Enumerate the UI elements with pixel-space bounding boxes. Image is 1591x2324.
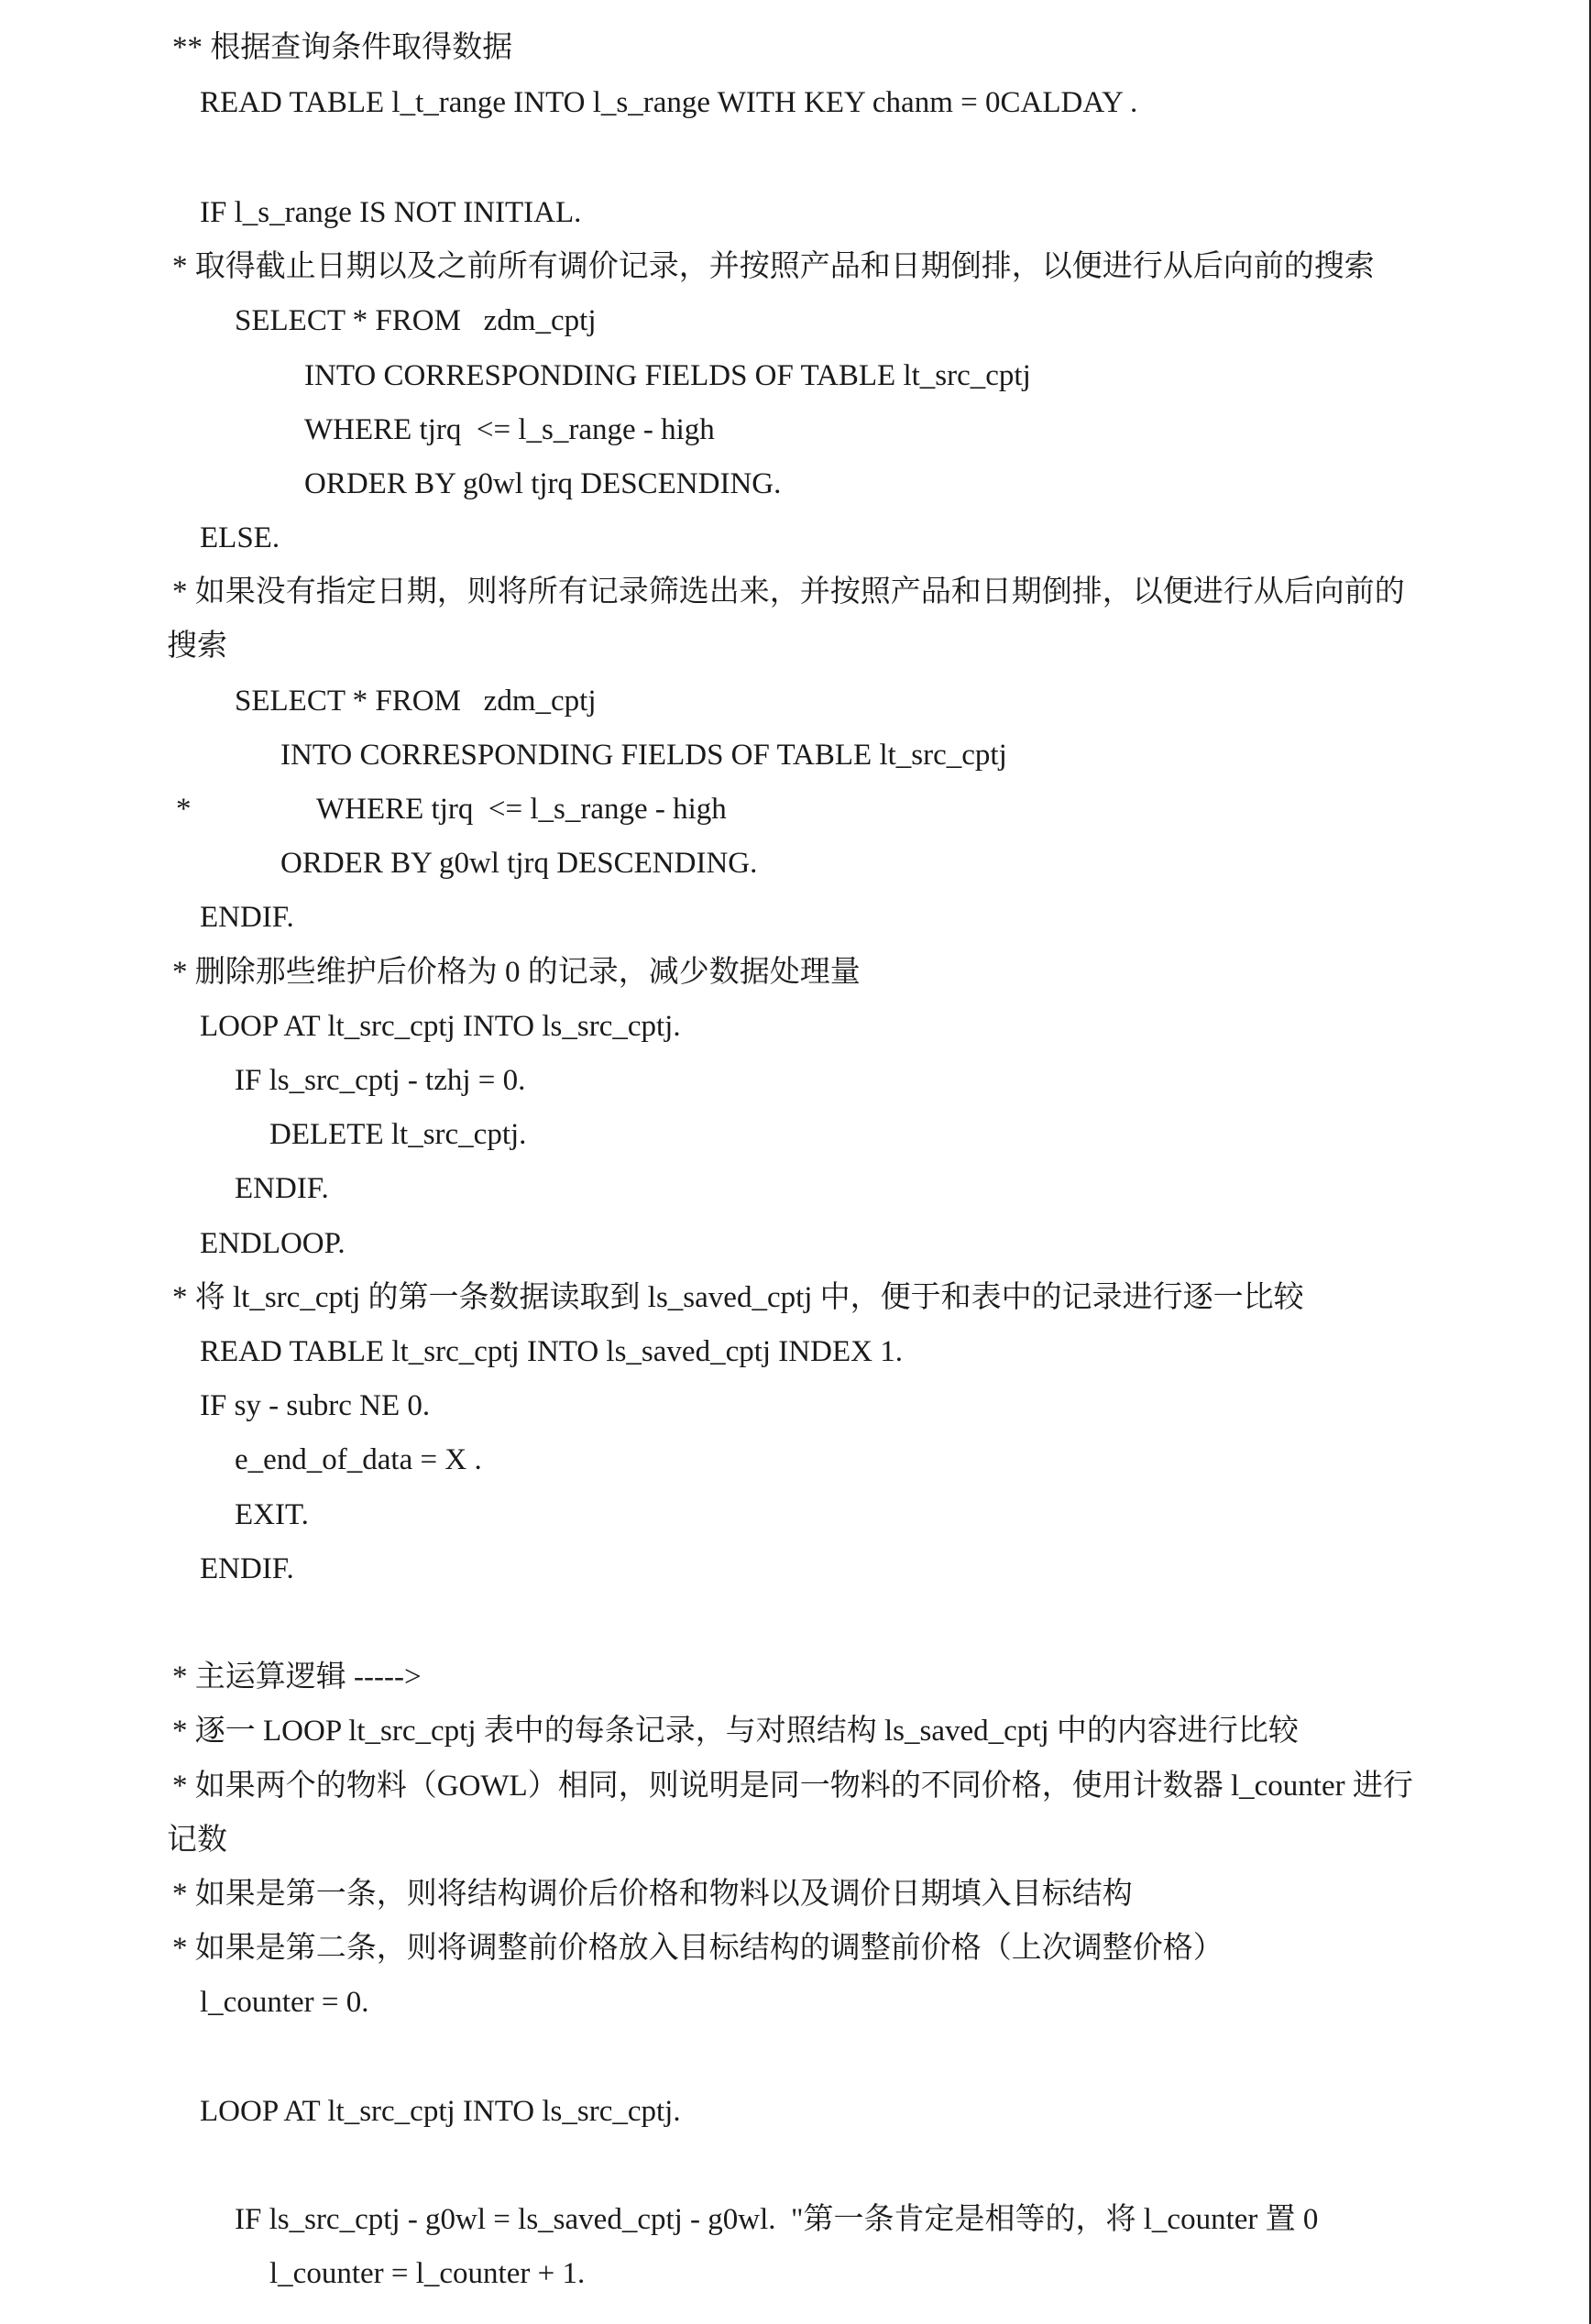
code-comment-line: * 删除那些维护后价格为 0 的记录，减少数据处理量	[172, 956, 861, 989]
code-comment-line: * 如果是第一条，则将结构调价后价格和物料以及调价日期填入目标结构	[172, 1878, 1133, 1911]
code-line: LOOP AT lt_src_cptj INTO ls_src_cptj.	[200, 2095, 681, 2128]
code-line: ENDIF.	[200, 901, 294, 934]
code-line: ORDER BY g0wl tjrq DESCENDING.	[280, 847, 758, 880]
code-comment-line: 搜索	[167, 630, 227, 663]
code-comment-line: * 如果是第二条，则将调整前价格放入目标结构的调整前价格（上次调整价格）	[172, 1932, 1223, 1965]
code-line: DELETE lt_src_cptj.	[269, 1118, 527, 1151]
code-line: l_counter = 0.	[200, 1986, 369, 2019]
code-line: READ TABLE lt_src_cptj INTO ls_saved_cptj INDEX 1.	[200, 1335, 903, 1368]
code-line: ENDIF.	[200, 1552, 294, 1585]
code-line: SELECT * FROM zdm_cptj	[235, 304, 597, 337]
code-line: l_counter = l_counter + 1.	[269, 2257, 586, 2290]
code-line: IF ls_src_cptj - g0wl = ls_saved_cptj - g0wl. "第一条肯定是相等的，将 l_counter 置 0	[235, 2203, 1319, 2236]
code-line: IF sy - subrc NE 0.	[200, 1389, 431, 1422]
code-line: LOOP AT lt_src_cptj INTO ls_src_cptj.	[200, 1010, 681, 1043]
code-line: INTO CORRESPONDING FIELDS OF TABLE lt_src_cptj	[304, 359, 1031, 392]
code-line: ELSE.	[200, 521, 280, 554]
code-line: ENDIF.	[235, 1172, 329, 1205]
code-comment-line: * 逐一 LOOP lt_src_cptj 表中的每条记录，与对照结构 ls_saved_cptj 中的内容进行比较	[172, 1715, 1299, 1748]
code-comment-line: * 主运算逻辑 ----->	[172, 1661, 422, 1694]
code-comment-line: * 将 lt_src_cptj 的第一条数据读取到 ls_saved_cptj 中，便于和表中的记录进行逐一比较	[172, 1281, 1304, 1314]
code-line: WHERE tjrq <= l_s_range - high	[316, 793, 727, 826]
code-line: ORDER BY g0wl tjrq DESCENDING.	[304, 467, 782, 500]
code-comment-line: * 取得截止日期以及之前所有调价记录，并按照产品和日期倒排，以便进行从后向前的搜索	[172, 250, 1375, 283]
code-line: IF ls_src_cptj - tzhj = 0.	[235, 1064, 526, 1097]
code-line: SELECT * FROM zdm_cptj	[235, 685, 597, 718]
code-line: ENDLOOP.	[200, 1227, 346, 1260]
code-line: e_end_of_data = X .	[235, 1443, 482, 1476]
code-line: READ TABLE l_t_range INTO l_s_range WITH KEY chanm = 0CALDAY .	[200, 86, 1138, 119]
code-comment-line: ** 根据查询条件取得数据	[172, 31, 513, 64]
code-comment-line: 记数	[167, 1824, 227, 1857]
code-line: INTO CORRESPONDING FIELDS OF TABLE lt_src_cptj	[280, 739, 1007, 772]
code-comment-line: * 如果两个的物料（GOWL）相同，则说明是同一物料的不同价格，使用计数器 l_counter 进行	[172, 1770, 1413, 1803]
code-comment-marker: *	[176, 793, 192, 826]
code-comment-line: * 如果没有指定日期，则将所有记录筛选出来，并按照产品和日期倒排，以便进行从后向前的	[172, 576, 1405, 608]
code-line: WHERE tjrq <= l_s_range - high	[304, 413, 715, 446]
code-line: IF l_s_range IS NOT INITIAL.	[200, 196, 582, 229]
code-line: EXIT.	[235, 1498, 309, 1531]
